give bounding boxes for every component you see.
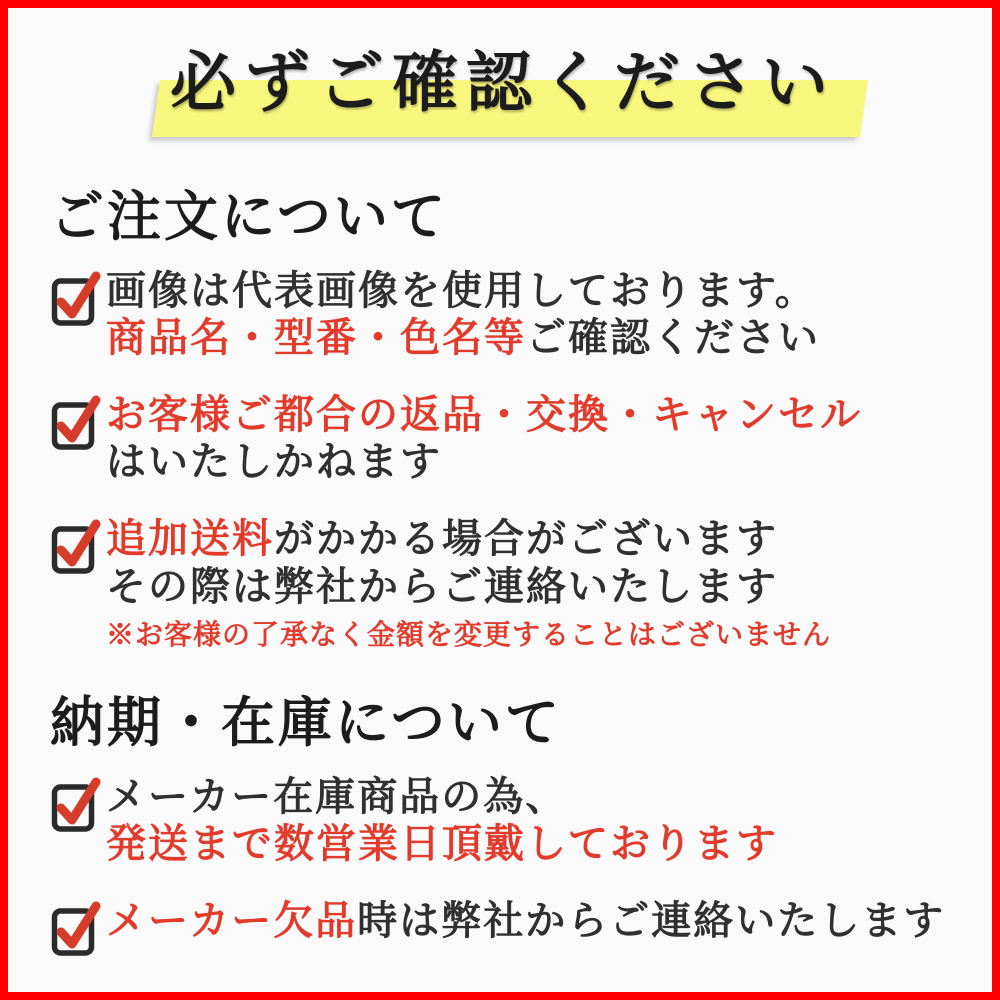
- page-title: 必ずご確認ください: [170, 43, 836, 121]
- item-lines: [106, 897, 956, 944]
- item-line: [106, 314, 956, 361]
- text-span: 追加送料: [106, 515, 274, 563]
- text-span: ご確認ください: [526, 313, 820, 361]
- section-heading: ご注文について: [50, 183, 448, 248]
- item-line: [106, 897, 956, 944]
- checklist-item: [50, 391, 956, 485]
- text-span: ※お客様の了承なく金額を変更することはございません: [106, 617, 832, 651]
- text-span: がかかる場合がございます: [274, 515, 778, 563]
- title-inner: [170, 43, 836, 121]
- checked-checkbox-icon: [50, 899, 98, 957]
- notice-sections: [50, 185, 956, 958]
- section: [50, 691, 956, 957]
- item-lines: [106, 267, 956, 361]
- item-line: [106, 515, 956, 562]
- item-line: [106, 438, 956, 485]
- text-span: 画像は代表画像を使用しております。: [106, 266, 817, 314]
- checked-checkbox-icon: [50, 393, 98, 451]
- item-lines: [106, 773, 956, 867]
- text-span: メーカー在庫商品の為、: [106, 772, 568, 820]
- item-line: [106, 773, 956, 820]
- checked-checkbox-icon: [50, 517, 98, 575]
- text-span: 商品名・型番・色名等: [106, 313, 526, 361]
- section-heading: 納期・在庫について: [50, 689, 562, 754]
- title-banner: [50, 43, 956, 121]
- checklist-item: [50, 515, 956, 650]
- text-span: お客様ご都合の返品・交換・キャンセル: [106, 391, 862, 439]
- text-span: 発送まで数営業日頂戴しております: [106, 820, 778, 868]
- checklist-item: [50, 773, 956, 867]
- checklist-item: [50, 267, 956, 361]
- item-line: [106, 820, 956, 867]
- item-line: [106, 618, 956, 651]
- text-span: はいたしかねます: [106, 438, 442, 486]
- item-line: [106, 563, 956, 610]
- text-span: その際は弊社からご連絡いたします: [106, 562, 778, 610]
- item-line: [106, 267, 956, 314]
- item-lines: [106, 515, 956, 650]
- checked-checkbox-icon: [50, 775, 98, 833]
- checked-checkbox-icon: [50, 269, 98, 327]
- checklist-item: [50, 897, 956, 957]
- text-span: 時は弊社からご連絡いたします: [357, 897, 946, 945]
- item-line: [106, 391, 956, 438]
- section: [50, 185, 956, 651]
- text-span: メーカー欠品: [106, 897, 358, 945]
- item-lines: [106, 391, 956, 485]
